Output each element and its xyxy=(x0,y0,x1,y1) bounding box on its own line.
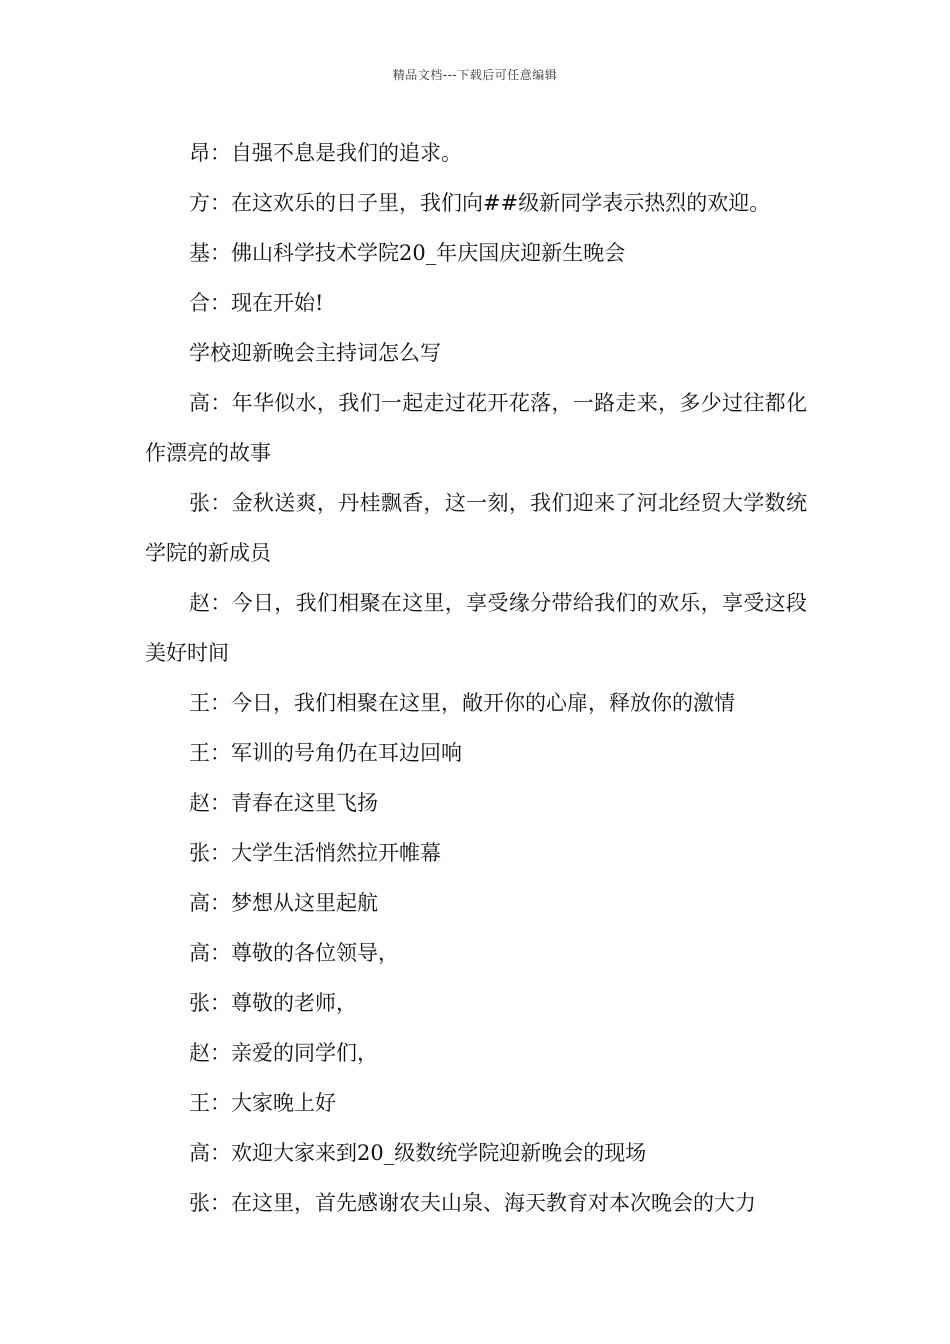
paragraph: 王：今日，我们相聚在这里，敞开你的心扉，释放你的激情 xyxy=(189,691,735,715)
paragraph: 赵：青春在这里飞扬 xyxy=(189,791,378,815)
paragraph: 合：现在开始! xyxy=(189,291,324,315)
paragraph: 基：佛山科学技术学院20_年庆国庆迎新生晚会 xyxy=(189,241,626,265)
paragraph: 赵：亲爱的同学们， xyxy=(189,1041,378,1065)
paragraph: 昂：自强不息是我们的追求。 xyxy=(189,141,462,165)
document-body xyxy=(145,128,807,1228)
paragraph: 赵：今日，我们相聚在这里，享受缘分带给我们的欢乐，享受这段美好时间 xyxy=(145,591,807,665)
paragraph: 王：大家晚上好 xyxy=(189,1091,336,1115)
section-title: 学校迎新晚会主持词怎么写 xyxy=(189,341,441,365)
paragraph: 张：尊敬的老师， xyxy=(189,991,357,1015)
paragraph: 高：梦想从这里起航 xyxy=(189,891,378,915)
paragraph: 王：军训的号角仍在耳边回响 xyxy=(189,741,462,765)
paragraph: 方：在这欢乐的日子里，我们向##级新同学表示热烈的欢迎。 xyxy=(189,191,771,215)
paragraph: 高：年华似水，我们一起走过花开花落，一路走来，多少过往都化作漂亮的故事 xyxy=(145,391,807,465)
paragraph: 高：欢迎大家来到20_级数统学院迎新晚会的现场 xyxy=(189,1141,647,1165)
paragraph: 高：尊敬的各位领导， xyxy=(189,941,399,965)
page-header: 精品文档---下载后可任意编辑 xyxy=(392,68,558,82)
paragraph: 张：在这里，首先感谢农夫山泉、海天教育对本次晚会的大力 xyxy=(189,1191,756,1215)
paragraph: 张：大学生活悄然拉开帷幕 xyxy=(189,841,441,865)
paragraph: 张：金秋送爽，丹桂飘香，这一刻，我们迎来了河北经贸大学数统学院的新成员 xyxy=(145,491,807,565)
